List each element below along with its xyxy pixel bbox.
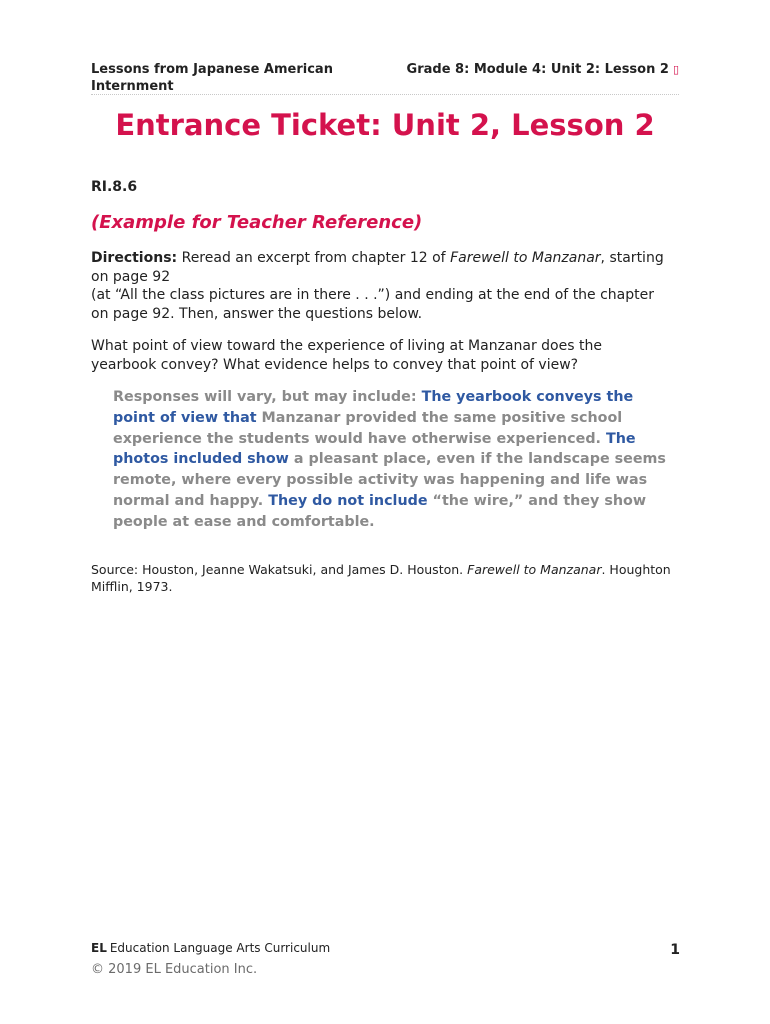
directions-label: Directions: xyxy=(91,250,178,266)
response-part-2: Manzanar provided the same positive school experience the students would have otherwise experienced. xyxy=(113,409,623,447)
response-part-3: a pleasant place, even if the landscape seems remote, where every possible activity was happening and life was normal and happy. xyxy=(113,451,666,509)
question-text: What point of view toward the experience of living at Manzanar does the yearbook convey? What evidence helps to convey that point of view? xyxy=(91,338,602,373)
response-highlight-2: The photos included show xyxy=(113,430,636,468)
response-highlight-3: They do not include xyxy=(268,492,428,509)
directions-paragraph xyxy=(91,249,671,323)
source-text-2: . Houghton Mifflin, 1973. xyxy=(91,562,671,594)
directions-book-title: Farewell to Manzanar xyxy=(450,250,601,266)
directions-text-2: , starting on page 92 xyxy=(91,250,664,285)
footer-brand xyxy=(91,940,330,956)
directions-text-3: (at “All the class pictures are in there . . .”) and ending at the end of the chapter on page 92. Then, answer the questions below. xyxy=(91,287,655,322)
el-logo-icon: EL xyxy=(91,941,107,955)
response-highlight-1: The yearbook conveys the point of view that xyxy=(113,389,634,426)
header-module-title: Lessons from Japanese American Internment xyxy=(91,62,333,94)
page-title: Entrance Ticket: Unit 2, Lesson 2 xyxy=(115,108,655,142)
response-part-1: Responses will vary, but may include: xyxy=(113,389,422,405)
header-box-icon: ▯ xyxy=(672,63,679,76)
directions-text-1: Reread an excerpt from chapter 12 of xyxy=(177,250,451,266)
copyright-notice: © 2019 EL Education Inc. xyxy=(91,962,258,977)
response-part-4: “the wire,” and they show people at ease and comfortable. xyxy=(113,492,647,530)
header-lesson-label xyxy=(407,61,679,78)
source-book-title: Farewell to Manzanar xyxy=(467,562,602,577)
source-citation xyxy=(91,562,671,595)
footer-brand-text: Education Language Arts Curriculum xyxy=(109,941,331,955)
page-number: 1 xyxy=(670,942,680,958)
standard-code: RI.8.6 xyxy=(91,179,138,195)
header-lesson-text: Grade 8: Module 4: Unit 2: Lesson 2 xyxy=(406,62,669,77)
header-divider xyxy=(91,94,679,95)
source-text-1: Source: Houston, Jeanne Wakatsuki, and James D. Houston. xyxy=(91,562,468,577)
sample-response xyxy=(113,387,673,533)
teacher-reference-subhead: (Example for Teacher Reference) xyxy=(91,212,423,233)
